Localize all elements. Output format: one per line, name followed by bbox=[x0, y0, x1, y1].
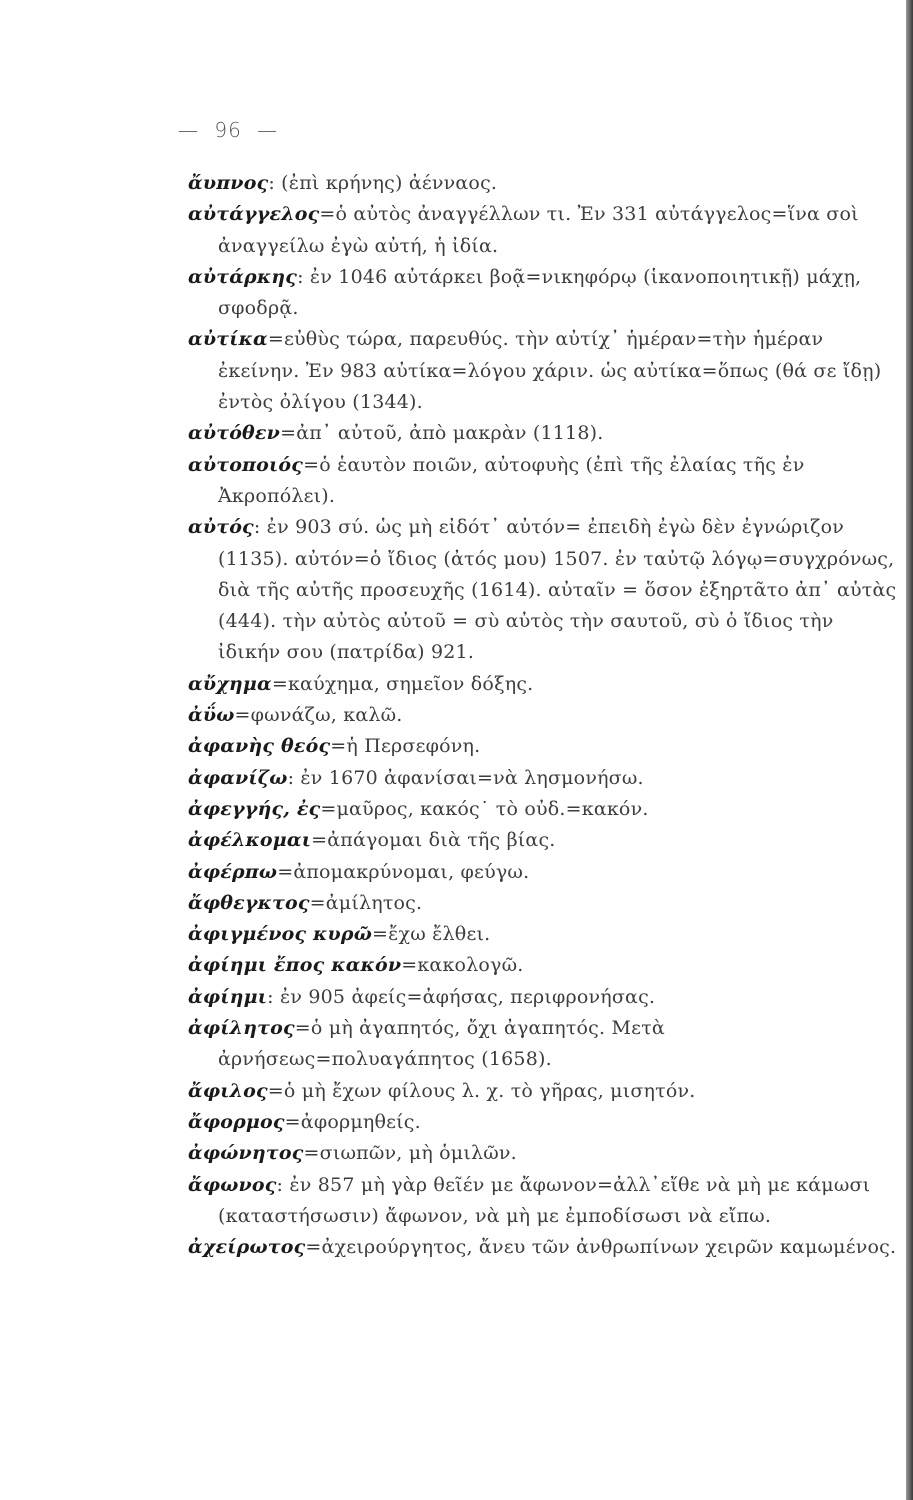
entry-definition: =ὁ αὐτὸς ἀναγγέλλων τι. Ἐν 331 αὐτάγγελος=ἵνα σοὶ ἀναγγείλω ἐγὼ αὐτή, ἡ ἰδία. bbox=[218, 203, 859, 257]
header-dash-right: — bbox=[257, 118, 279, 142]
entry bbox=[188, 857, 900, 888]
entry bbox=[188, 825, 900, 856]
entry-definition: =καύχημα, σημεῖον δόξης. bbox=[271, 672, 534, 695]
entry-headword: αὐτάρκης bbox=[188, 265, 298, 288]
entry-definition: =ἡ Περσεφόνη. bbox=[330, 735, 481, 758]
entry-definition: : ἐν 905 ἀφείς=ἀφήσας, περιφρονήσας. bbox=[267, 985, 656, 1008]
entry bbox=[188, 700, 900, 731]
header-dash-left: — bbox=[178, 118, 199, 142]
entry bbox=[188, 1232, 900, 1263]
entry-definition: : ἐν 1046 αὐτάρκει βοᾷ=νικηφόρῳ (ἱκανοποιητικῇ) μάχῃ, σφοδρᾷ. bbox=[218, 265, 862, 320]
entry bbox=[188, 794, 900, 825]
entry bbox=[188, 950, 900, 981]
entry-headword: ἀφανὴς θεός bbox=[188, 735, 331, 758]
entry-definition: =ὁ μὴ ἔχων φίλους λ. χ. τὸ γῆρας, μισητόν. bbox=[267, 1079, 696, 1102]
entry bbox=[188, 1138, 900, 1169]
entry bbox=[188, 512, 900, 668]
entry-headword: αὐτίκα bbox=[188, 328, 268, 351]
entry bbox=[188, 888, 900, 919]
entry-definition: =ἀμίλητος. bbox=[309, 891, 423, 914]
entry-headword: ἀφέρπω bbox=[188, 860, 278, 883]
entry-definition: =ἔχω ἔλθει. bbox=[372, 923, 491, 946]
entry-headword: ἀφίημι ἔπος κακόν bbox=[188, 954, 402, 977]
entry-headword: αὐτόθεν bbox=[188, 422, 281, 445]
entry bbox=[188, 324, 900, 418]
page-edge-shadow bbox=[906, 0, 913, 1500]
entry-headword: ἀφίλητος bbox=[188, 1017, 295, 1040]
entry-headword: ἀφίημι bbox=[188, 985, 268, 1008]
entry bbox=[188, 168, 900, 199]
entry-definition: =ἀχειρούργητος, ἄνευ τῶν ἀνθρωπίνων χειρῶν καμωμένος. bbox=[305, 1236, 897, 1259]
entry-definition: : ἐν 1670 ἀφανίσαι=νὰ λησμονήσω. bbox=[287, 766, 644, 789]
entry-definition: =ἀπ᾽ αὐτοῦ, ἀπὸ μακρὰν (1118). bbox=[280, 422, 604, 445]
entry-definition: =ἀφορμηθείς. bbox=[284, 1110, 421, 1133]
entry-headword: ἀφεγγής, ἐς bbox=[188, 797, 321, 820]
entry-headword: ἀφανίζω bbox=[188, 766, 288, 789]
entry-definition: =ἀπάγομαι διὰ τῆς βίας. bbox=[311, 829, 556, 852]
entry-definition: =κακολογῶ. bbox=[401, 954, 524, 977]
entry-definition: =ἀπομακρύνομαι, φεύγω. bbox=[277, 860, 530, 883]
entry bbox=[188, 450, 900, 513]
entry bbox=[188, 1013, 900, 1076]
glossary-entries bbox=[188, 168, 900, 1263]
entry-headword: ἀχείρωτος bbox=[188, 1236, 306, 1259]
entry-definition: =εὐθὺς τώρα, παρευθύς. τὴν αὐτίχ᾽ ἡμέραν=τὴν ἡμέραν ἐκείνην. Ἐν 983 αὐτίκα=λόγου χάριν. ὡς αὐτίκα=ὅπως (θά σε ἴδῃ) ἐντὸς ὀλίγου (1344). bbox=[218, 328, 882, 414]
entry-headword: ἄφορμος bbox=[188, 1110, 285, 1133]
entry bbox=[188, 199, 900, 262]
entry-definition: =σιωπῶν, μὴ ὁμιλῶν. bbox=[303, 1142, 517, 1165]
entry-headword: αὐτοποιός bbox=[188, 453, 304, 476]
entry bbox=[188, 1076, 900, 1107]
page-header bbox=[178, 118, 278, 142]
entry-headword: αὐτός bbox=[188, 516, 254, 539]
entry-definition: =ὁ ἑαυτὸν ποιῶν, αὐτοφυὴς (ἐπὶ τῆς ἐλαίας τῆς ἐν Ἀκροπόλει). bbox=[218, 453, 805, 507]
entry-headword: ἄυπνος bbox=[188, 172, 269, 194]
entry-headword: ἀφώνητος bbox=[188, 1142, 304, 1165]
entry-headword: ἄφθεγκτος bbox=[188, 891, 310, 914]
entry-headword: ἄφωνος bbox=[188, 1173, 277, 1196]
entry bbox=[188, 1107, 900, 1138]
entry-headword: αὔχημα bbox=[188, 672, 272, 695]
entry-headword: ἀφέλκομαι bbox=[188, 829, 312, 852]
entry-headword: ἀΰω bbox=[188, 704, 235, 727]
entry-definition: : (ἐπὶ κρήνης) ἀένναος. bbox=[268, 172, 498, 194]
entry-definition: =φωνάζω, καλῶ. bbox=[234, 704, 403, 727]
entry-definition: =ὁ μὴ ἀγαπητός, ὄχι ἀγαπητός. Μετὰ ἀρνήσεως=πολυαγάπητος (1658). bbox=[218, 1017, 665, 1071]
entry-definition: : ἐν 857 μὴ γὰρ θεῖέν με ἄφωνον=ἀλλ᾽εἴθε νὰ μὴ με κάμωσι (καταστήσωσιν) ἄφωνον, νὰ μὴ με ἐμποδίσωσι νὰ εἴπω. bbox=[218, 1173, 871, 1227]
entry bbox=[188, 262, 900, 325]
entry bbox=[188, 1170, 900, 1233]
entry-definition: =μαῦρος, κακός˙ τὸ οὐδ.=κακόν. bbox=[320, 797, 649, 820]
entry bbox=[188, 418, 900, 449]
entry bbox=[188, 982, 900, 1013]
entry-headword: ἄφιλος bbox=[188, 1079, 268, 1102]
entry-headword: αὐτάγγελος bbox=[188, 203, 320, 226]
entry-headword: ἀφιγμένος κυρῶ bbox=[188, 923, 372, 946]
entry-definition: : ἐν 903 σύ. ὡς μὴ εἰδότ᾽ αὐτόν= ἐπειδὴ ἐγὼ δὲν ἐγνώριζον (1135). αὐτόν=ὁ ἴδιος (ἀτός μου) 1507. ἐν ταὐτῷ λόγῳ=συγχρόνως, διὰ τῆς αὐτῆς προσευχῆς (1614). αὐταῖν = ὅσον ἐξηρτᾶτο ἀπ᾽ αὐτὰς (444). τὴν αὐτὸς αὐτοῦ = σὺ αὐτὸς τὴν σαυτοῦ, σὺ ὁ ἴδιος τὴν ἰδικήν σου (πατρίδα) 921. bbox=[218, 516, 897, 664]
page-number: 96 bbox=[214, 118, 242, 142]
entry bbox=[188, 731, 900, 762]
entry bbox=[188, 763, 900, 794]
entry bbox=[188, 669, 900, 700]
entry bbox=[188, 919, 900, 950]
